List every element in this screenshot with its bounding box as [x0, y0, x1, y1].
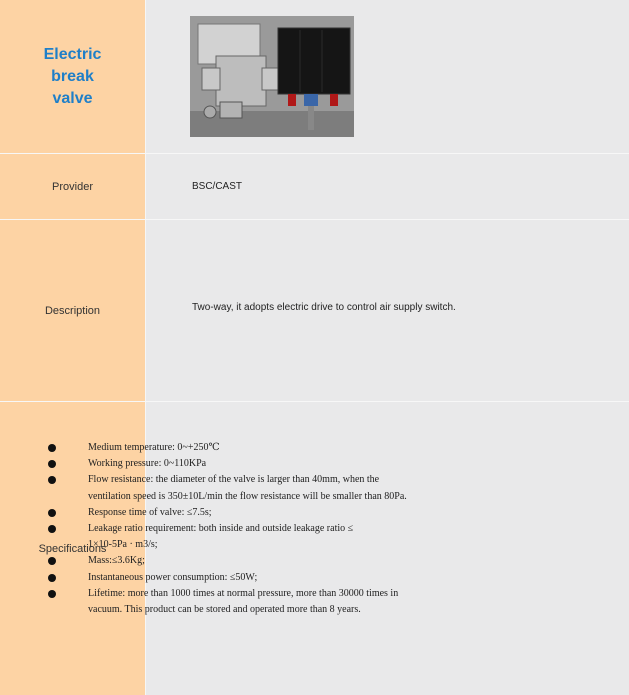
specifications-label: Specifications: [0, 402, 145, 695]
photo-cell: [145, 0, 629, 153]
spec-item: [46, 570, 466, 586]
spec-line: Leakage ratio requirement: both inside and outside leakage ratio ≤: [88, 523, 354, 535]
spec-line: 1×10-5Pa · m3/s;: [88, 539, 158, 551]
spec-line: Flow resistance: the diameter of the valve is larger than 40mm, when the: [88, 474, 380, 486]
spec-item: [46, 456, 466, 472]
bullet-icon: [48, 525, 56, 533]
bullet-icon: [48, 557, 56, 565]
bullet-icon: [48, 476, 56, 484]
description-label: Description: [0, 220, 145, 401]
spec-line: vacuum. This product can be stored and operated more than 8 years.: [88, 604, 361, 616]
title-cell: [0, 0, 145, 153]
spec-line: Working pressure: 0~110KPa: [88, 458, 207, 470]
spec-line: Lifetime: more than 1000 times at normal pressure, more than 30000 times in: [88, 587, 399, 599]
spec-item: [46, 440, 466, 456]
bullet-icon: [48, 444, 56, 452]
specifications-list: [46, 440, 466, 618]
spec-item: [46, 586, 466, 618]
spec-item: [46, 505, 466, 521]
spec-line: Instantaneous power consumption: ≤50W;: [88, 571, 258, 583]
spec-line: Response time of valve: ≤7.5s;: [88, 506, 212, 518]
bullet-icon: [48, 460, 56, 468]
product-photo: [190, 16, 354, 137]
bullet-icon: [48, 509, 56, 517]
bullet-icon: [48, 590, 56, 598]
spec-item: [46, 472, 466, 504]
description-row: [0, 220, 629, 401]
product-row: [0, 0, 629, 153]
description-cell: [145, 220, 629, 401]
product-title: Electric break valve: [43, 45, 102, 107]
spec-line: Mass:≤3.6Kg;: [88, 555, 145, 567]
provider-label: Provider: [0, 154, 145, 219]
spec-line: Medium temperature: 0~+250℃: [88, 442, 220, 453]
spec-line: ventilation speed is 350±10L/min the flow resistance will be smaller than 80Pa.: [88, 490, 407, 502]
provider-value: BSC/CAST: [192, 181, 243, 192]
bullet-icon: [48, 574, 56, 582]
spec-item: [46, 521, 466, 553]
provider-cell: [145, 154, 629, 219]
valve-photo-illustration: [190, 16, 354, 137]
description-value: Two-way, it adopts electric drive to control air supply switch.: [192, 302, 456, 313]
provider-row: [0, 154, 629, 219]
spec-item: [46, 553, 466, 569]
